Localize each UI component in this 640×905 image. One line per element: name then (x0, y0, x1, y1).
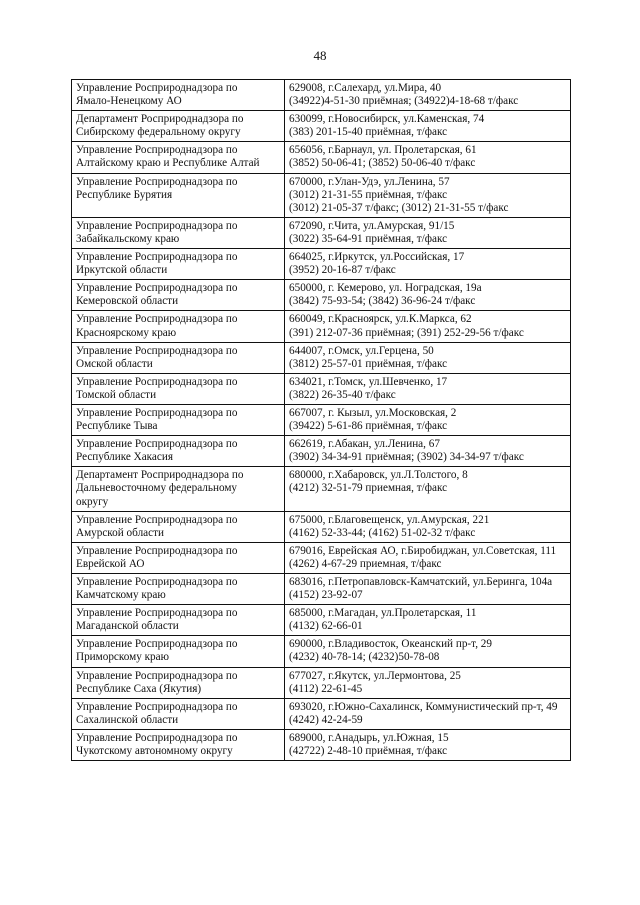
office-name-line: Сибирскому федеральному округу (76, 126, 241, 139)
table-row (72, 111, 571, 142)
office-name-line: Департамент Росприроднадзора по (76, 113, 244, 126)
office-address-line: 693020, г.Южно-Сахалинск, Коммунистический пр-т, 49 (289, 700, 558, 713)
office-address-line: (391) 212-07-36 приёмная; (391) 252-29-56 т/факс (289, 326, 524, 339)
office-address-line: 656056, г.Барнаул, ул. Пролетарская, 61 (289, 144, 477, 157)
office-address-line: 689000, г.Анадырь, ул.Южная, 15 (289, 731, 449, 744)
office-name-cell (72, 280, 285, 311)
office-name-cell (72, 729, 285, 760)
office-address-line: (3842) 75-93-54; (3842) 36-96-24 т/факс (289, 295, 476, 308)
table-row (72, 280, 571, 311)
office-name-cell (72, 667, 285, 698)
office-address-line: 667007, г. Кызыл, ул.Московская, 2 (289, 406, 457, 419)
office-name-line: Управление Росприроднадзора по (76, 282, 238, 295)
office-name-cell (72, 511, 285, 542)
page-number: 48 (313, 48, 327, 63)
office-name-line: Иркутской области (76, 264, 168, 277)
office-address-line: (3812) 25-57-01 приёмная, т/факс (289, 357, 448, 370)
office-name-cell (72, 80, 285, 111)
office-address-cell (285, 373, 571, 404)
table-row (72, 698, 571, 729)
office-address-line: 670000, г.Улан-Удэ, ул.Ленина, 57 (289, 175, 450, 188)
office-name-line: округу (76, 495, 109, 508)
office-address-line: (4162) 52-33-44; (4162) 51-02-32 т/факс (289, 526, 476, 539)
office-name-line: Управление Росприроднадзора по (76, 175, 238, 188)
office-name-cell (72, 542, 285, 573)
office-address-line: (42722) 2-48-10 приёмная, т/факс (289, 745, 448, 758)
office-name-line: Магаданской области (76, 620, 179, 633)
office-name-cell (72, 249, 285, 280)
office-address-cell (285, 342, 571, 373)
office-address-cell (285, 404, 571, 435)
office-name-line: Департамент Росприроднадзора по (76, 469, 244, 482)
table-row (72, 173, 571, 217)
office-name-line: Республике Тыва (76, 420, 158, 433)
office-address-line: 630099, г.Новосибирск, ул.Каменская, 74 (289, 113, 485, 126)
office-address-line: (3012) 21-31-55 приёмная, т/факс (289, 188, 448, 201)
table-row (72, 605, 571, 636)
table-row (72, 729, 571, 760)
office-address-cell (285, 111, 571, 142)
office-address-line: (3822) 26-35-40 т/факс (289, 388, 396, 401)
office-name-line: Управление Росприроднадзора по (76, 700, 238, 713)
office-address-cell (285, 217, 571, 248)
table-row (72, 404, 571, 435)
office-name-line: Управление Росприроднадзора по (76, 438, 238, 451)
office-name-line: Республике Хакасия (76, 451, 173, 464)
office-name-line: Управление Росприроднадзора по (76, 219, 238, 232)
office-name-line: Сахалинской области (76, 713, 179, 726)
office-name-line: Управление Росприроднадзора по (76, 607, 238, 620)
office-name-line: Томской области (76, 388, 157, 401)
table-row (72, 311, 571, 342)
office-name-line: Управление Росприроднадзора по (76, 251, 238, 264)
office-address-cell (285, 636, 571, 667)
office-address-line: (4262) 4-67-29 приемная, т/факс (289, 557, 442, 570)
office-name-line: Управление Росприроднадзора по (76, 513, 238, 526)
office-address-line: 672090, г.Чита, ул.Амурская, 91/15 (289, 219, 455, 232)
table-row (72, 142, 571, 173)
office-name-line: Управление Росприроднадзора по (76, 313, 238, 326)
table-row (72, 342, 571, 373)
office-name-line: Красноярскому краю (76, 326, 177, 339)
office-address-line: 660049, г.Красноярск, ул.К.Маркса, 62 (289, 313, 472, 326)
office-name-line: Забайкальскому краю (76, 232, 180, 245)
office-address-cell (285, 511, 571, 542)
office-name-cell (72, 217, 285, 248)
office-name-line: Управление Росприроднадзора по (76, 344, 238, 357)
office-address-line: 679016, Еврейская АО, г.Биробиджан, ул.Советская, 111 (289, 544, 557, 557)
office-address-cell (285, 173, 571, 217)
office-name-cell (72, 373, 285, 404)
office-name-cell (72, 404, 285, 435)
office-name-cell (72, 467, 285, 511)
office-address-line: (3852) 50-06-41; (3852) 50-06-40 т/факс (289, 157, 476, 170)
office-address-cell (285, 467, 571, 511)
office-address-line: (3012) 21-05-37 т/факс; (3012) 21-31-55 т/факс (289, 201, 509, 214)
office-name-line: Чукотскому автономному округу (76, 745, 233, 758)
office-name-line: Республике Саха (Якутия) (76, 682, 202, 695)
office-name-cell (72, 342, 285, 373)
office-name-line: Республике Бурятия (76, 188, 173, 201)
office-address-cell (285, 729, 571, 760)
office-name-cell (72, 636, 285, 667)
office-name-line: Камчатскому краю (76, 589, 166, 602)
office-address-line: 629008, г.Салехард, ул.Мира, 40 (289, 82, 442, 94)
office-name-cell (72, 111, 285, 142)
office-name-line: Управление Росприроднадзора по (76, 544, 238, 557)
office-name-line: Управление Росприроднадзора по (76, 406, 238, 419)
table-row (72, 436, 571, 467)
office-address-line: 680000, г.Хабаровск, ул.Л.Толстого, 8 (289, 469, 468, 482)
office-name-line: Ямало-Ненецкому АО (76, 95, 182, 108)
office-name-cell (72, 142, 285, 173)
office-name-line: Кемеровской области (76, 295, 179, 308)
office-address-cell (285, 542, 571, 573)
office-name-line: Амурской области (76, 526, 164, 539)
office-name-line: Управление Росприроднадзора по (76, 576, 238, 588)
office-address-line: 685000, г.Магадан, ул.Пролетарская, 11 (289, 607, 477, 620)
office-address-cell (285, 249, 571, 280)
table-row (72, 80, 571, 111)
office-address-cell (285, 280, 571, 311)
office-address-line: (3022) 35-64-91 приёмная, т/факс (289, 232, 448, 245)
office-name-line: Управление Росприроднадзора по (76, 638, 238, 651)
office-address-cell (285, 605, 571, 636)
office-address-line: (4232) 40-78-14; (4232)50-78-08 (289, 651, 440, 664)
office-name-cell (72, 436, 285, 467)
table-row (72, 217, 571, 248)
office-name-cell (72, 605, 285, 636)
office-address-line: (4242) 42-24-59 (289, 713, 363, 726)
office-address-line: (4132) 62-66-01 (289, 620, 363, 633)
table-row (72, 636, 571, 667)
office-name-line: Управление Росприроднадзора по (76, 375, 238, 388)
office-name-line: Дальневосточному федеральному (76, 482, 237, 495)
table-row (72, 542, 571, 573)
table-row (72, 574, 571, 605)
office-name-line: Еврейской АО (76, 557, 145, 570)
table-row (72, 373, 571, 404)
office-address-line: (3952) 20-16-87 т/факс (289, 264, 396, 277)
office-name-line: Омской области (76, 357, 153, 370)
office-address-cell (285, 667, 571, 698)
table-row (72, 249, 571, 280)
office-address-line: (34922)4-51-30 приёмная; (34922)4-18-68 т/факс (289, 95, 519, 108)
office-name-line: Управление Росприроднадзора по (76, 82, 238, 94)
office-address-line: (4112) 22-61-45 (289, 682, 363, 695)
table-body (72, 80, 571, 761)
table-row (72, 467, 571, 511)
office-name-cell (72, 698, 285, 729)
office-address-line: 664025, г.Иркутск, ул.Российская, 17 (289, 251, 465, 264)
office-address-line: 662619, г.Абакан, ул.Ленина, 67 (289, 438, 440, 451)
office-address-line: 634021, г.Томск, ул.Шевченко, 17 (289, 375, 448, 388)
office-name-line: Алтайскому краю и Республике Алтай (76, 157, 260, 170)
office-address-cell (285, 574, 571, 605)
office-name-cell (72, 173, 285, 217)
office-address-line: (3902) 34-34-91 приёмная; (3902) 34-34-97 т/факс (289, 451, 524, 464)
office-address-line: 677027, г.Якутск, ул.Лермонтова, 25 (289, 669, 461, 682)
office-address-cell (285, 311, 571, 342)
office-address-line: 650000, г. Кемерово, ул. Ноградская, 19а (289, 282, 482, 295)
office-address-line: 644007, г.Омск, ул.Герцена, 50 (289, 344, 434, 357)
office-address-line: (4152) 23-92-07 (289, 589, 363, 602)
office-name-line: Управление Росприроднадзора по (76, 144, 238, 157)
office-directory-table (71, 79, 571, 761)
office-name-line: Управление Росприроднадзора по (76, 731, 238, 744)
office-address-line: (39422) 5-61-86 приёмная, т/факс (289, 420, 448, 433)
office-address-line: 675000, г.Благовещенск, ул.Амурская, 221 (289, 513, 490, 526)
office-address-line: (4212) 32-51-79 приемная, т/факс (289, 482, 448, 495)
office-name-line: Приморскому краю (76, 651, 169, 664)
office-address-cell (285, 80, 571, 111)
office-name-cell (72, 574, 285, 605)
office-address-cell (285, 698, 571, 729)
office-address-line: 690000, г.Владивосток, Океанский пр-т, 29 (289, 638, 492, 651)
office-address-line: 683016, г.Петропавловск-Камчатский, ул.Беринга, 104а (289, 576, 553, 588)
office-address-cell (285, 142, 571, 173)
office-name-cell (72, 311, 285, 342)
table-row (72, 511, 571, 542)
office-name-line: Управление Росприроднадзора по (76, 669, 238, 682)
office-address-line: (383) 201-15-40 приёмная, т/факс (289, 126, 448, 139)
office-address-cell (285, 436, 571, 467)
table-row (72, 667, 571, 698)
